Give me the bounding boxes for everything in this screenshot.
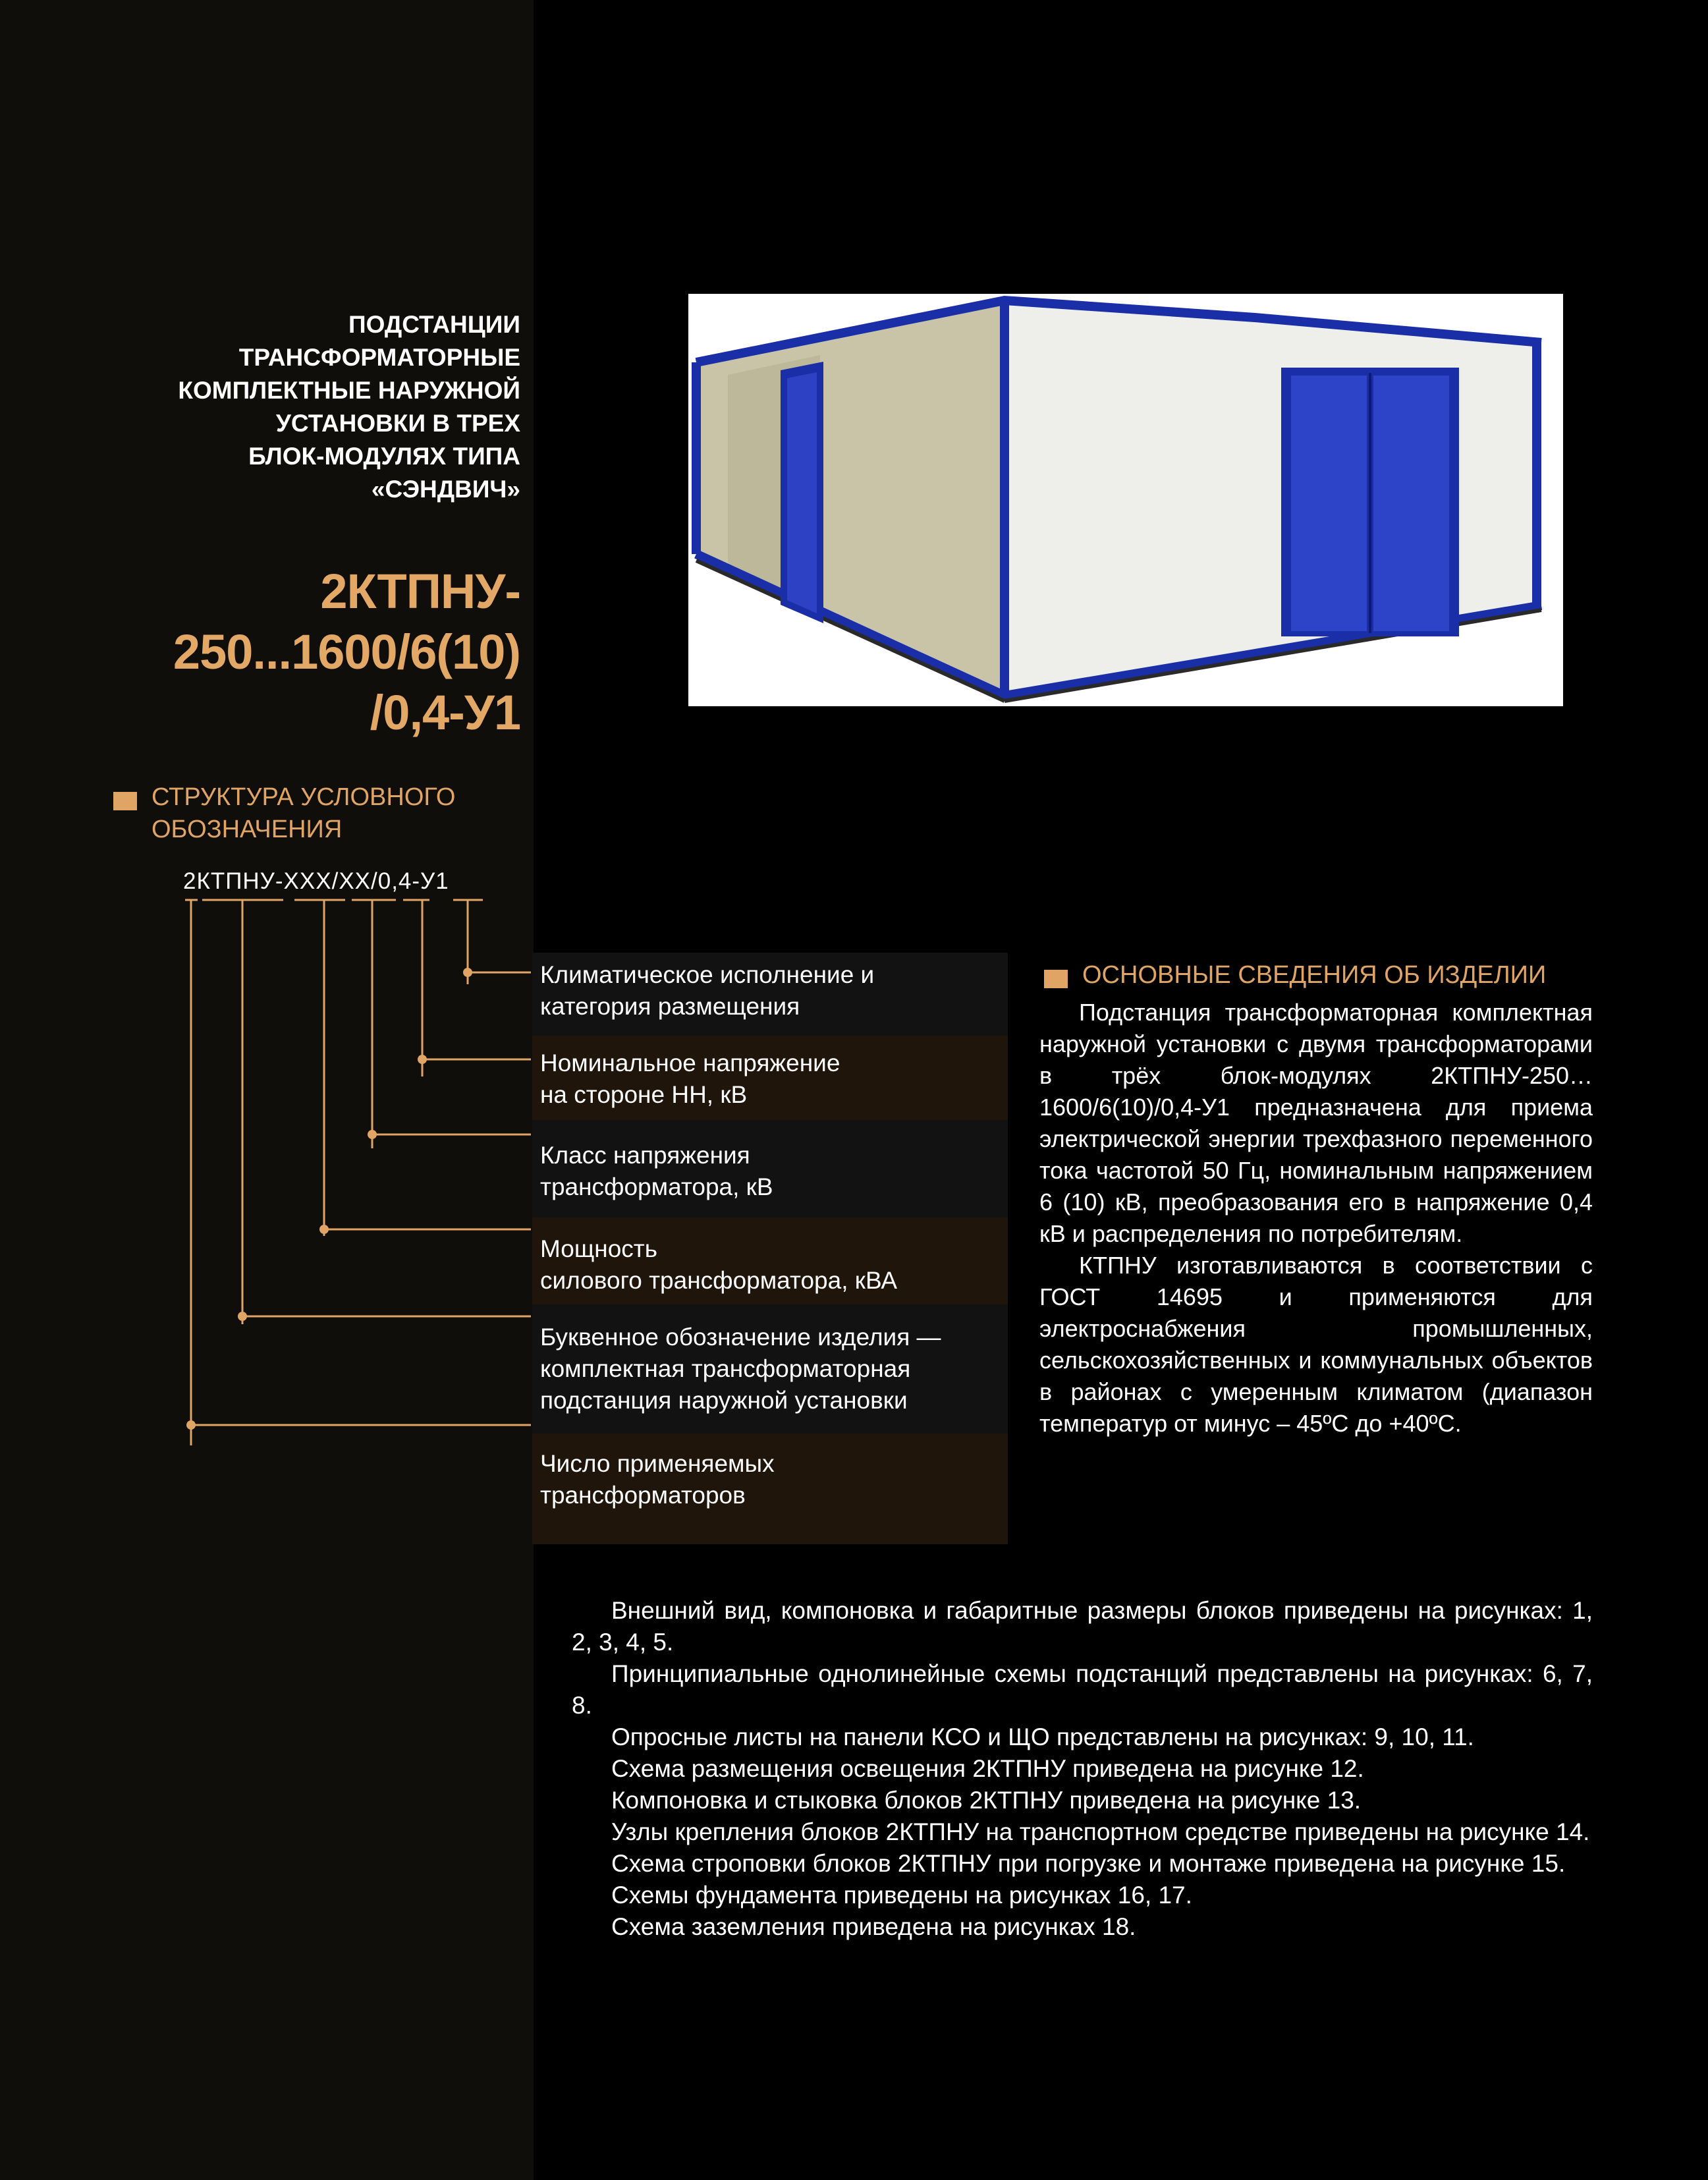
product-code-line: 250...1600/6(10): [173, 625, 520, 679]
row-text: силового трансформатора, кВА: [540, 1267, 898, 1294]
subtitle-line: ПОДСТАНЦИИ: [348, 311, 520, 338]
substation-illustration: [688, 294, 1563, 706]
row-text: категория размещения: [540, 993, 800, 1020]
reference-paragraph: Узлы крепления блоков 2КТПНУ на транспортном средстве приведены на рисунке 14.: [611, 1818, 1590, 1845]
structure-row-letter-code: [532, 1304, 1008, 1434]
side-door-icon: [781, 362, 823, 623]
row-text: подстанция наружной установки: [540, 1387, 908, 1414]
square-bullet-icon: [1044, 970, 1068, 988]
figure-references: [572, 1595, 1593, 1943]
reference-paragraph: Принципиальные однолинейные схемы подстанций представлены на рисунках: 6, 7, 8.: [572, 1660, 1593, 1719]
structure-heading-line: ОБОЗНАЧЕНИЯ: [152, 816, 343, 843]
subtitle-line: КОМПЛЕКТНЫЕ НАРУЖНОЙ: [178, 377, 520, 404]
row-text: Буквенное обозначение изделия —: [540, 1324, 941, 1351]
structure-row-low-voltage: [532, 1036, 1008, 1120]
front-double-door-icon: [1281, 368, 1459, 636]
structure-heading-line: СТРУКТУРА УСЛОВНОГО: [152, 783, 456, 811]
info-heading: [1044, 959, 1637, 992]
subtitle-line: БЛОК-МОДУЛЯХ ТИПА: [248, 443, 520, 470]
reference-paragraph: Опросные листы на панели КСО и ЩО представлены на рисунках: 9, 10, 11.: [611, 1723, 1474, 1750]
subtitle-line: «СЭНДВИЧ»: [371, 476, 520, 503]
product-code-line: /0,4-У1: [370, 685, 520, 740]
row-text: на стороне НН, кВ: [540, 1081, 748, 1108]
structure-row-climate: [532, 953, 1008, 1036]
structure-row-voltage-class: [532, 1120, 1008, 1217]
info-paragraph: КТПНУ изготавливаются в соответствии с ГОСТ 14695 и применяются для электроснабжения промышленных, сельскохозяйственных и коммунальных объектов в районах с умеренным климатом (диапазон температур от минус – 45ºС до +40ºС.: [1039, 1252, 1593, 1437]
row-text: Климатическое исполнение и: [540, 961, 875, 988]
info-paragraph: Подстанция трансформаторная комплектная наружной установки с двумя трансформаторами в трёх блок-модулях 2КТПНУ-250…1600/6(10)/0,4-У1 предназначена для приема электрической энергии трехфазного переменного тока частотой 50 Гц, номинальным напряжением 6 (10) кВ, преобразования его в напряжение 0,4 кВ и распределения по потребителям.: [1039, 999, 1593, 1247]
structure-row-transformer-count: [532, 1434, 1008, 1544]
substation-photo: [688, 294, 1563, 706]
row-text: Число применяемых: [540, 1450, 775, 1477]
reference-paragraph: Схема заземления приведена на рисунках 18.: [611, 1913, 1136, 1940]
subtitle-line: УСТАНОВКИ В ТРЕХ: [275, 410, 520, 437]
reference-paragraph: Схема строповки блоков 2КТПНУ при погрузке и монтаже приведена на рисунке 15.: [611, 1850, 1566, 1877]
reference-paragraph: Компоновка и стыковка блоков 2КТПНУ приведена на рисунке 13.: [611, 1787, 1362, 1814]
row-text: трансформаторов: [540, 1482, 746, 1509]
info-heading-text: ОСНОВНЫЕ СВЕДЕНИЯ ОБ ИЗДЕЛИИ: [1082, 961, 1547, 989]
reference-paragraph: Схемы фундамента приведены на рисунках 16, 17.: [611, 1882, 1192, 1909]
row-text: комплектная трансформаторная: [540, 1355, 911, 1382]
info-body: [1039, 997, 1593, 1439]
row-text: Номинальное напряжение: [540, 1049, 840, 1076]
row-text: трансформатора, кВ: [540, 1173, 773, 1200]
structure-row-power: [532, 1217, 1008, 1304]
product-code-line: 2КТПНУ-: [320, 564, 520, 619]
row-text: Мощность: [540, 1235, 657, 1262]
reference-paragraph: Схема размещения освещения 2КТПНУ приведена на рисунке 12.: [611, 1755, 1364, 1782]
reference-paragraph: Внешний вид, компоновка и габаритные размеры блоков приведены на рисунках: 1, 2, 3, 4, 5.: [572, 1597, 1593, 1656]
subtitle-line: ТРАНСФОРМАТОРНЫЕ: [238, 344, 520, 371]
designation-code: 2КТПНУ-ХХХ/ХХ/0,4-У1: [183, 868, 449, 894]
row-text: Класс напряжения: [540, 1142, 750, 1169]
